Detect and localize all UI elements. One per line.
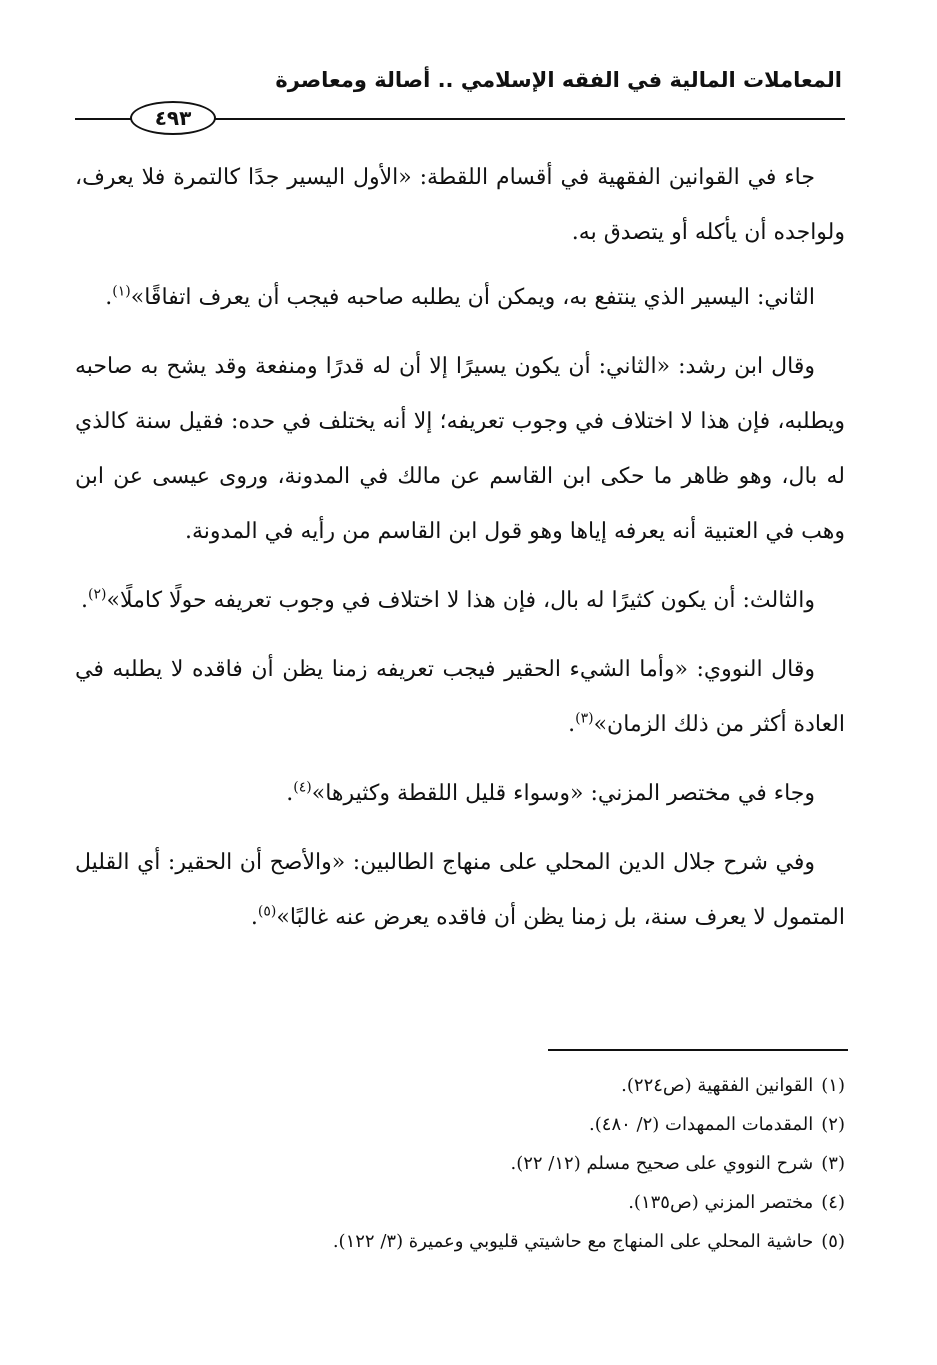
paragraph-1 [75, 150, 845, 260]
footnote-3 [75, 1144, 845, 1183]
footnote-text: حاشية المحلي على المنهاج مع حاشيتي قليوبي وعميرة (٣/ ١٢٢). [332, 1231, 814, 1252]
paragraph-6 [75, 766, 845, 821]
footnote-1 [75, 1066, 845, 1105]
footnote-number: (٥) [821, 1231, 845, 1252]
paragraph-text: والثالث: أن يكون كثيرًا له بال، فإن هذا لا اختلاف في وجوب تعريفه حولًا كاملًا» [106, 588, 815, 613]
footnote-4 [75, 1183, 845, 1222]
main-text [75, 150, 845, 959]
paragraph-text: وجاء في مختصر المزني: «وسواء قليل اللقطة وكثيرها» [311, 781, 815, 806]
paragraph-2 [75, 270, 845, 325]
paragraph-text: جاء في القوانين الفقهية في أقسام اللقطة: «الأول اليسير جدًا كالتمرة فلا يعرف، ولواجده أن يأكله أو يتصدق به. [75, 165, 845, 245]
footnote-2 [75, 1105, 845, 1144]
footnote-number: (٤) [821, 1192, 845, 1213]
paragraph-3 [75, 339, 845, 559]
paragraph-text: وقال ابن رشد: «الثاني: أن يكون يسيرًا إلا أن له قدرًا ومنفعة وقد يشح به صاحبه ويطلبه، فإن هذا لا اختلاف في وجوب تعريفه؛ إلا أنه يختلف في حده: فقيل سنة كالذي له بال، وهو ظاهر ما حكى ابن القاسم عن مالك في المدونة، وروى عيسى عن ابن وهب في العتبية أنه يعرفه إياها وهو قول ابن القاسم من رأيه في المدونة. [75, 354, 845, 544]
paragraph-text: وقال النووي: «وأما الشيء الحقير فيجب تعريفه زمنا يظن أن فاقده لا يطلبه في العادة أكثر من ذلك الزمان» [75, 657, 845, 737]
footnote-text: القوانين الفقهية (ص٢٢٤). [621, 1075, 814, 1096]
page-number: ٤٩٣ [130, 101, 216, 135]
end-punct: . [105, 285, 113, 310]
footnote-separator [548, 1049, 848, 1051]
footnote-ref-4: (٤) [293, 779, 312, 796]
paragraph-5 [75, 642, 845, 752]
footnote-number: (٢) [821, 1114, 845, 1135]
footnote-text: مختصر المزني (ص١٣٥). [628, 1192, 814, 1213]
paragraph-4 [75, 573, 845, 628]
footnote-ref-3: (٣) [575, 710, 594, 727]
end-punct: . [568, 712, 576, 737]
footnote-5 [75, 1222, 845, 1261]
footnote-ref-1: (١) [112, 283, 131, 300]
footnote-number: (٣) [821, 1153, 845, 1174]
footnote-text: المقدمات الممهدات (٢/ ٤٨٠). [589, 1114, 814, 1135]
footnote-ref-5: (٥) [257, 903, 277, 920]
end-punct: . [250, 905, 258, 930]
footnote-text: شرح النووي على صحيح مسلم (١٢/ ٢٢). [510, 1153, 814, 1174]
footnote-ref-2: (٢) [88, 586, 107, 603]
paragraph-text: الثاني: اليسير الذي ينتفع به، ويمكن أن يطلبه صاحبه فيجب أن يعرف اتفاقًا» [130, 285, 815, 310]
running-header: المعاملات المالية في الفقه الإسلامي .. أصالة ومعاصرة [275, 68, 842, 92]
end-punct: . [81, 588, 89, 613]
footnote-number: (١) [821, 1075, 845, 1096]
footnotes [75, 1066, 845, 1261]
paragraph-7 [75, 835, 845, 945]
paragraph-text: وفي شرح جلال الدين المحلي على منهاج الطالبين: «والأصح أن الحقير: أي القليل المتمول لا يعرف سنة، بل زمنا يظن أن فاقده يعرض عنه غالبًا» [75, 850, 845, 930]
end-punct: . [286, 781, 294, 806]
